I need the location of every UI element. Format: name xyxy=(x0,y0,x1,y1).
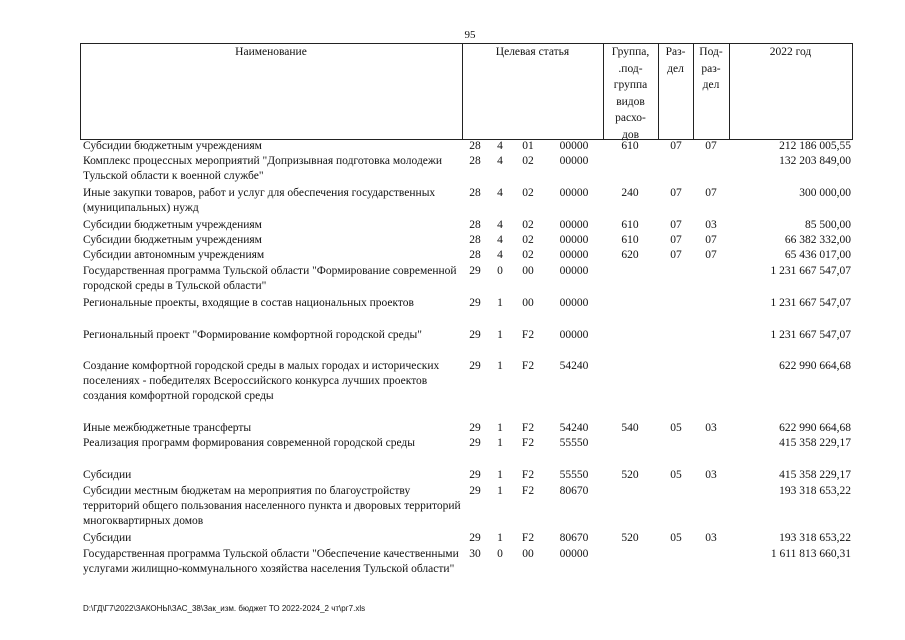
row-name: Государственная программа Тульской области "Обеспечение качественными услугами жилищно-коммунального хозяйства населения Тульской области" xyxy=(83,548,459,575)
row-group: 540 xyxy=(621,422,639,434)
row-code-subprogram: 4 xyxy=(497,219,503,231)
row-code-event: F2 xyxy=(521,437,535,449)
row-amount: 1 231 667 547,07 xyxy=(770,329,851,341)
header-group xyxy=(603,44,658,143)
row-code-event: 02 xyxy=(522,249,534,261)
row-code-program: 29 xyxy=(469,437,481,449)
row-name: Субсидии xyxy=(83,469,132,481)
row-code-event: F2 xyxy=(521,360,535,372)
row-code-program: 28 xyxy=(469,140,481,152)
row-group: 240 xyxy=(621,187,639,199)
row-name: Реализация программ формирования современной городской среды xyxy=(83,437,416,449)
header-group-line: Группа, xyxy=(611,46,650,58)
header-subsection xyxy=(693,44,729,94)
row-subsection: 07 xyxy=(705,234,717,246)
row-code-event: 01 xyxy=(522,140,534,152)
row-code-event: 00 xyxy=(522,297,534,309)
header-subsection-line: раз- xyxy=(701,62,721,75)
row-section: 05 xyxy=(670,469,682,481)
row-subsection: 07 xyxy=(705,187,717,199)
row-name: Субсидии бюджетным учреждениям xyxy=(83,140,262,152)
row-code-direction: 80670 xyxy=(559,532,589,544)
row-code-event: F2 xyxy=(521,469,535,481)
row-code-direction: 00000 xyxy=(559,548,589,560)
row-group: 610 xyxy=(621,219,639,231)
row-group: 520 xyxy=(621,469,639,481)
row-code-direction: 00000 xyxy=(559,265,589,277)
row-code-direction: 00000 xyxy=(559,329,589,341)
row-amount: 66 382 332,00 xyxy=(784,234,851,246)
header-group-line: видов xyxy=(616,95,645,108)
row-amount: 415 358 229,17 xyxy=(779,437,851,449)
row-code-program: 29 xyxy=(469,532,481,544)
row-subsection: 03 xyxy=(705,532,717,544)
row-section: 07 xyxy=(670,249,682,261)
row-group: 520 xyxy=(621,532,639,544)
row-code-direction: 00000 xyxy=(559,234,589,246)
row-code-program: 29 xyxy=(469,469,481,481)
row-code-direction: 55550 xyxy=(559,437,589,449)
row-code-direction: 00000 xyxy=(559,249,589,261)
row-name: Субсидии автономным учреждениям xyxy=(83,249,265,261)
row-code-program: 29 xyxy=(469,360,481,372)
row-amount: 85 500,00 xyxy=(805,219,851,231)
row-code-direction: 00000 xyxy=(559,140,589,152)
row-subsection: 07 xyxy=(705,249,717,261)
row-code-program: 28 xyxy=(469,219,481,231)
row-name: Субсидии бюджетным учреждениям xyxy=(83,219,262,231)
row-amount: 132 203 849,00 xyxy=(779,155,851,167)
row-amount: 415 358 229,17 xyxy=(779,469,851,481)
row-code-event: 02 xyxy=(522,155,534,167)
row-subsection: 03 xyxy=(705,219,717,231)
row-section: 07 xyxy=(670,187,682,199)
row-amount: 212 186 005,55 xyxy=(779,140,851,152)
row-code-direction: 80670 xyxy=(559,485,589,497)
row-code-program: 29 xyxy=(469,422,481,434)
header-subsection-line: Под- xyxy=(699,46,723,58)
row-code-event: F2 xyxy=(521,329,535,341)
row-code-event: F2 xyxy=(521,532,535,544)
header-group-line: дов xyxy=(621,128,640,141)
header-subsection-line: дел xyxy=(702,79,720,91)
row-section: 05 xyxy=(670,532,682,544)
header-group-line: расхо- xyxy=(615,112,646,124)
row-amount: 65 436 017,00 xyxy=(784,249,851,261)
row-amount: 1 231 667 547,07 xyxy=(770,265,851,277)
row-code-program: 29 xyxy=(469,329,481,341)
row-group: 610 xyxy=(621,234,639,246)
row-code-subprogram: 1 xyxy=(497,422,503,434)
header-group-line: .под- xyxy=(618,62,643,75)
row-subsection: 03 xyxy=(705,469,717,481)
row-code-program: 29 xyxy=(469,485,481,497)
row-code-subprogram: 1 xyxy=(497,532,503,544)
row-code-event: 00 xyxy=(522,548,534,560)
page-number: 95 xyxy=(464,29,476,41)
row-code-subprogram: 4 xyxy=(497,155,503,167)
row-name: Региональный проект "Формирование комфортной городской среды" xyxy=(83,329,422,341)
row-code-subprogram: 1 xyxy=(497,469,503,481)
row-name: Региональные проекты, входящие в состав национальных проектов xyxy=(83,297,414,309)
row-code-event: 02 xyxy=(522,234,534,246)
row-code-subprogram: 1 xyxy=(497,485,503,497)
row-code-program: 30 xyxy=(469,548,481,560)
row-code-direction: 00000 xyxy=(559,187,589,199)
row-code-event: 02 xyxy=(522,187,534,199)
row-amount: 622 990 664,68 xyxy=(779,422,851,434)
row-code-program: 28 xyxy=(469,155,481,167)
row-code-subprogram: 0 xyxy=(497,265,503,277)
row-code-event: F2 xyxy=(521,485,535,497)
row-name: Субсидии местным бюджетам на мероприятия по благоустройству территорий общего пользования населенного пункта и дворовых территорий многоквартирных домов xyxy=(83,485,461,527)
row-name: Субсидии бюджетным учреждениям xyxy=(83,234,262,246)
row-amount: 193 318 653,22 xyxy=(779,485,851,497)
row-name: Государственная программа Тульской области "Формирование современной городской среды в Тульской области" xyxy=(83,265,457,292)
row-subsection: 03 xyxy=(705,422,717,434)
row-name: Комплекс процессных мероприятий "Допризывная подготовка молодежи Тульской области к военной службе" xyxy=(83,155,442,182)
row-code-direction: 54240 xyxy=(559,422,589,434)
row-amount: 1 611 813 660,31 xyxy=(770,548,851,560)
row-code-subprogram: 1 xyxy=(497,297,503,309)
row-group: 610 xyxy=(621,140,639,152)
row-group: 620 xyxy=(621,249,639,261)
row-code-program: 28 xyxy=(469,234,481,246)
row-code-event: 00 xyxy=(522,265,534,277)
row-code-direction: 00000 xyxy=(559,297,589,309)
file-path-footer: D:\ГД\Г7\2022\ЗАКОНЫ\ЗАС_38\Зак_изм. бюджет ТО 2022-2024_2 чт\рг7.xls xyxy=(83,604,366,613)
header-section-line: дел xyxy=(667,62,684,75)
header-target: Целевая статья xyxy=(495,46,570,58)
row-code-subprogram: 1 xyxy=(497,329,503,341)
row-section: 07 xyxy=(670,140,682,152)
row-code-event: F2 xyxy=(521,422,535,434)
row-code-subprogram: 1 xyxy=(497,360,503,372)
row-name: Субсидии xyxy=(83,532,132,544)
row-code-subprogram: 4 xyxy=(497,234,503,246)
row-code-program: 29 xyxy=(469,297,481,309)
header-group-line: группа xyxy=(613,79,648,91)
row-code-program: 28 xyxy=(469,249,481,261)
header-name: Наименование xyxy=(235,46,307,58)
row-code-subprogram: 4 xyxy=(497,140,503,152)
row-code-subprogram: 0 xyxy=(497,548,503,560)
row-subsection: 07 xyxy=(705,140,717,152)
row-code-program: 29 xyxy=(469,265,481,277)
row-code-event: 02 xyxy=(522,219,534,231)
row-code-direction: 00000 xyxy=(559,219,589,231)
header-section-line: Раз- xyxy=(665,46,686,58)
row-code-subprogram: 4 xyxy=(497,249,503,261)
row-code-subprogram: 4 xyxy=(497,187,503,199)
row-code-program: 28 xyxy=(469,187,481,199)
row-section: 07 xyxy=(670,234,682,246)
row-name: Иные закупки товаров, работ и услуг для обеспечения государственных (муниципальных) нужд xyxy=(83,187,436,214)
row-section: 05 xyxy=(670,422,682,434)
header-year: 2022 год xyxy=(769,46,812,58)
row-section: 07 xyxy=(670,219,682,231)
row-amount: 622 990 664,68 xyxy=(779,360,851,372)
row-name: Создание комфортной городской среды в малых городах и исторических поселениях - победителях Всероссийского конкурса лучших проектов создания комфортной городской среды xyxy=(83,360,440,402)
row-amount: 300 000,00 xyxy=(799,187,851,199)
row-code-direction: 55550 xyxy=(559,469,589,481)
row-amount: 1 231 667 547,07 xyxy=(770,297,851,309)
row-code-direction: 00000 xyxy=(559,155,589,167)
row-code-subprogram: 1 xyxy=(497,437,503,449)
row-amount: 193 318 653,22 xyxy=(779,532,851,544)
row-name: Иные межбюджетные трансферты xyxy=(83,422,252,434)
row-code-direction: 54240 xyxy=(559,360,589,372)
header-section xyxy=(658,44,693,77)
